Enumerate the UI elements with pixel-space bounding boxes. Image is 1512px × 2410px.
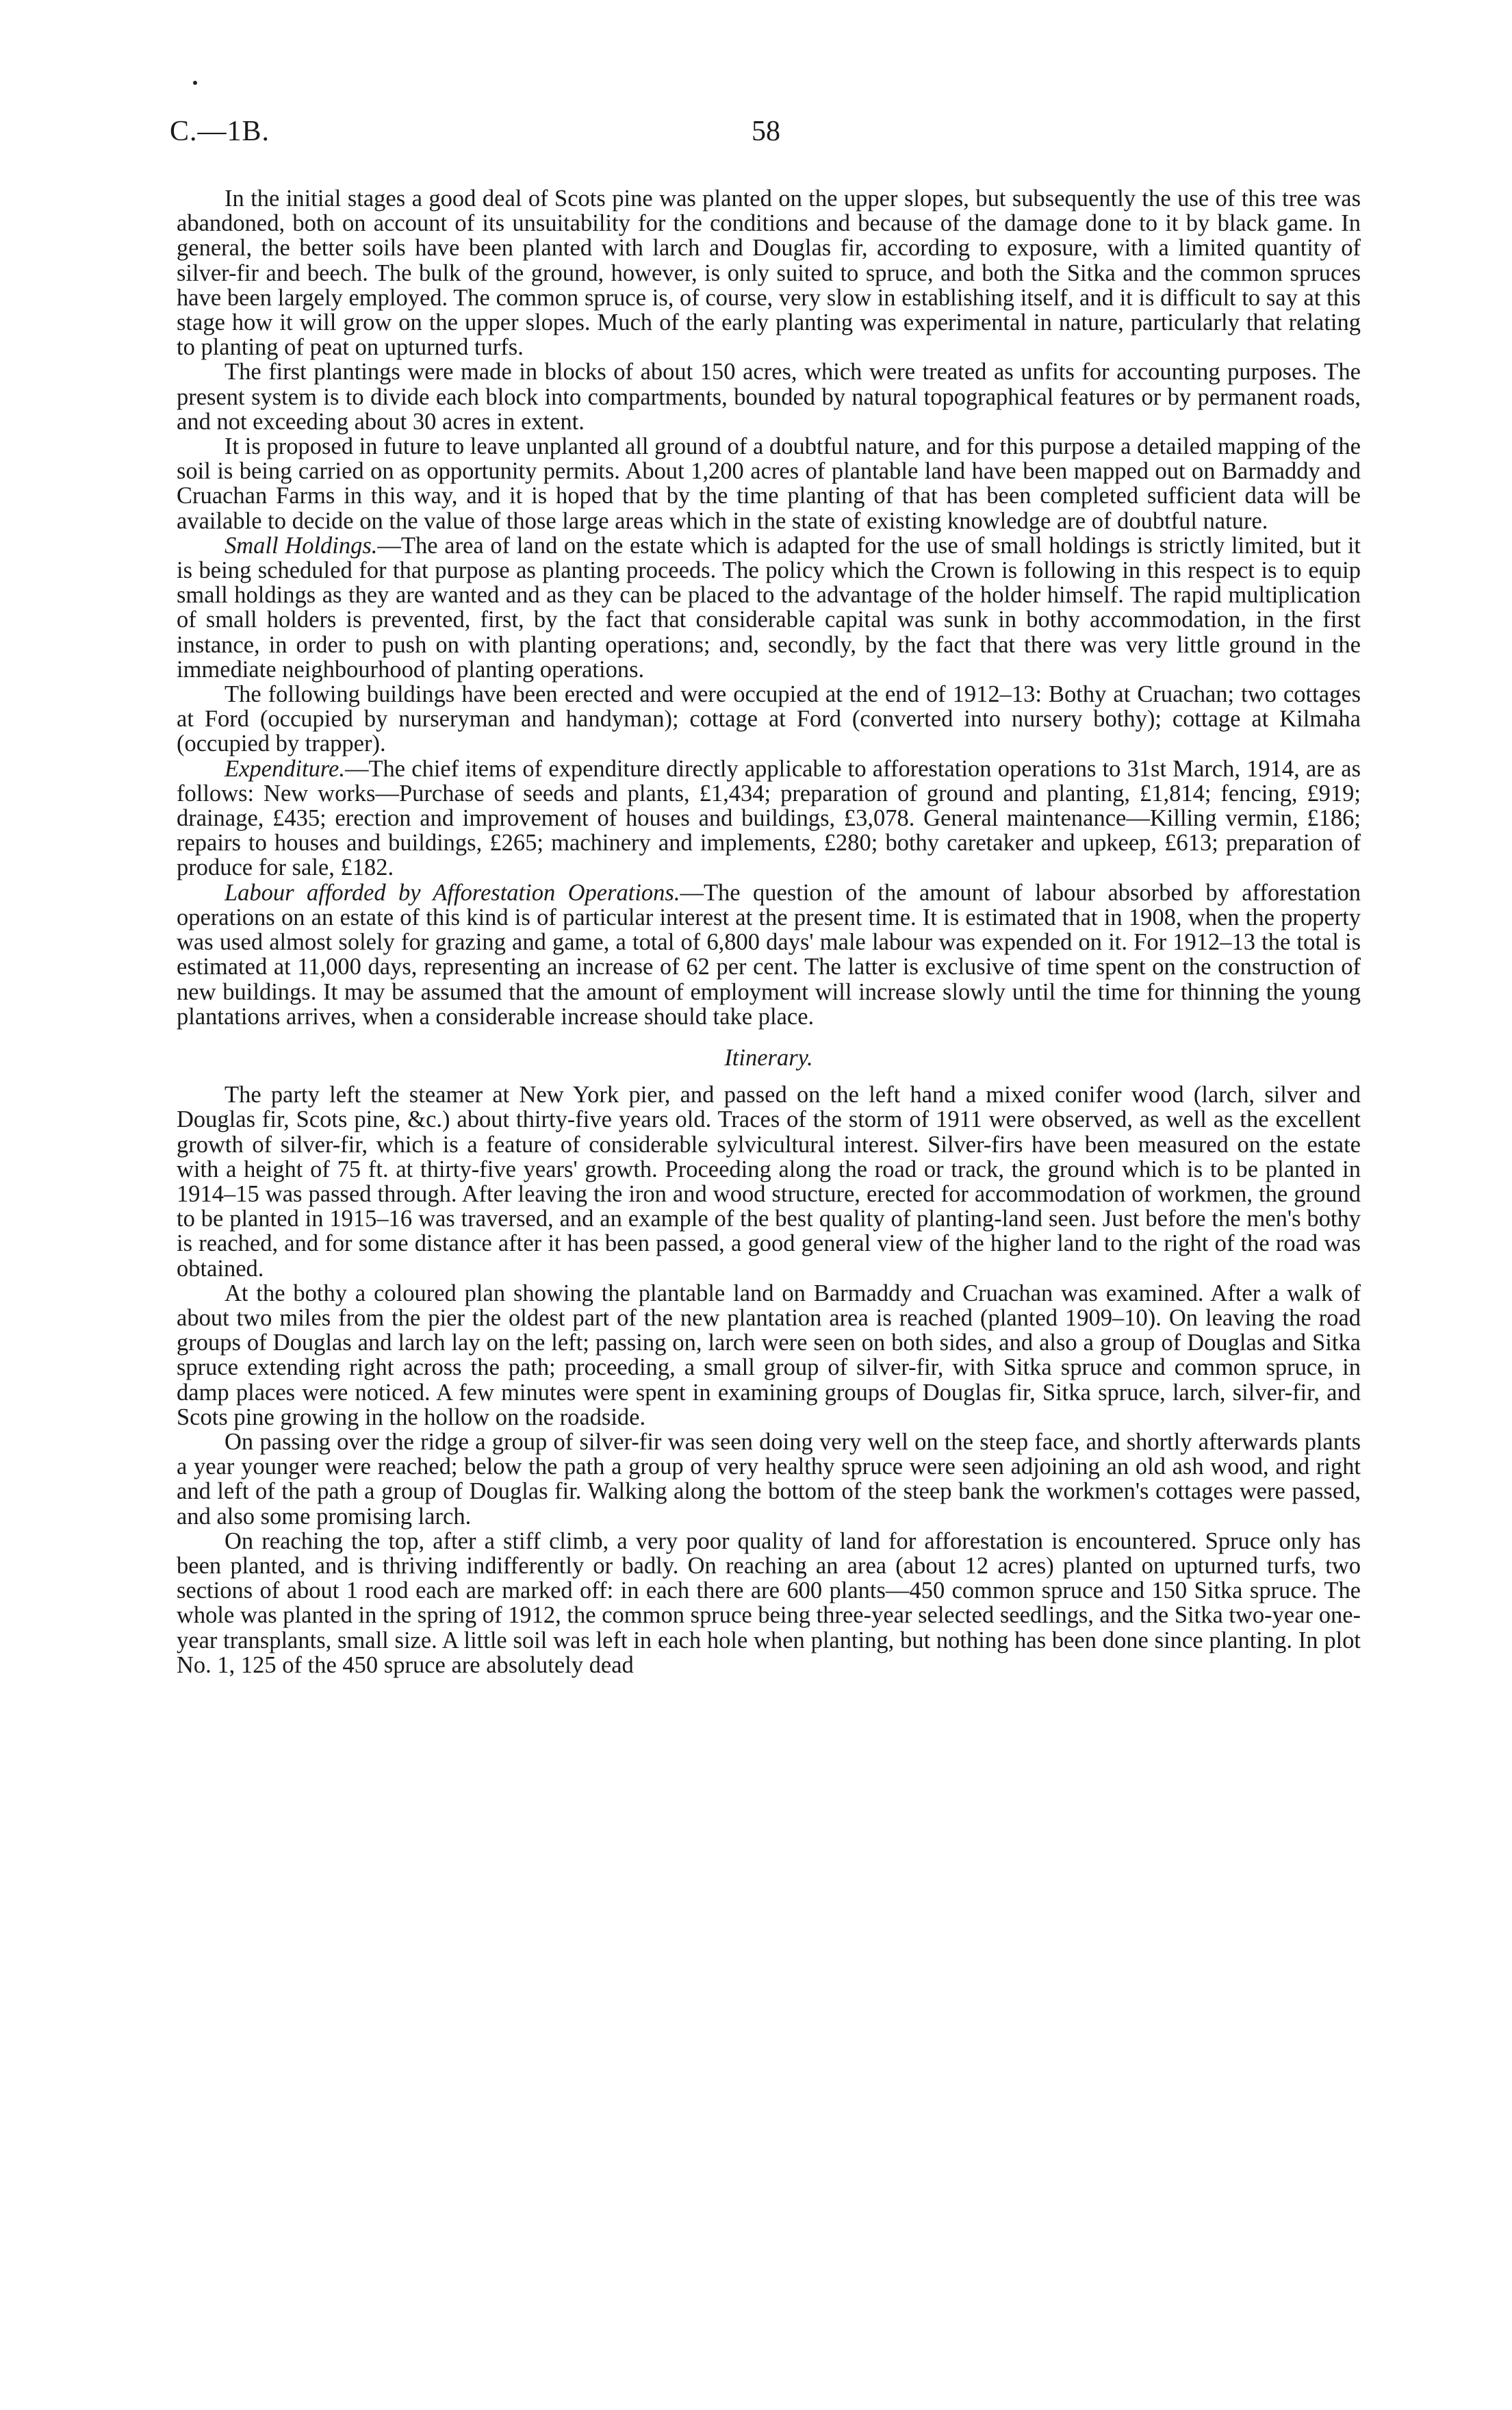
series-code: C.—1B. <box>170 116 270 147</box>
paragraph-text: The first plantings were made in blocks of about 150 acres, which were treated as unfits for accounting purposes. The present system is to divide each block into compartments, bounded by natural topographical features or by permanent roads, and not exceeding about 30 acres in extent. <box>177 359 1361 435</box>
paragraph-text: In the initial stages a good deal of Scots pine was planted on the upper slopes, but subsequently the use of this tree was abandoned, both on account of its unsuitability for the conditions and because of the damage done to it by black game. In general, the better soils have been planted with larch and Douglas fir, according to exposure, with a limited quantity of silver-fir and beech. The bulk of the ground, however, is only suited to spruce, and both the Sitka and the common spruces have been largely employed. The common spruce is, of course, very slow in establishing itself, and it is difficult to say at this stage how it will grow on the upper slopes. Much of the early planting was experimental in nature, particularly that relating to planting of peat on upturned turfs. <box>177 186 1361 361</box>
itinerary-paragraph-2 <box>177 1281 1361 1430</box>
paragraph-text: —The chief items of expenditure directly applicable to afforestation operations to 31st March, 1914, are as follows: New works—Purchase of seeds and plants, £1,434; preparation of ground and planting, £1,814; fencing, £919; drainage, £435; erection and improvement of houses and buildings, £3,078. General maintenance—Killing vermin, £186; repairs to houses and buildings, £265; machinery and implements, £280; bothy caretaker and upkeep, £613; preparation of produce for sale, £182. <box>177 755 1361 881</box>
side-heading-expenditure: Expenditure. <box>225 755 345 782</box>
paragraph-text: At the bothy a coloured plan showing the plantable land on Barmaddy and Cruachan was examined. After a walk of about two miles from the pier the oldest part of the new plantation area is reached (planted 1909–10). On leaving the road groups of Douglas and larch lay on the left; passing on, larch were seen on both sides, and also a group of Douglas and Sitka spruce extending right across the path; proceeding, a small group of silver-fir, with Sitka spruce and common spruce, in damp places were noticed. A few minutes were spent in examining groups of Douglas fir, Sitka spruce, larch, silver-fir, and Scots pine growing in the hollow on the roadside. <box>177 1280 1361 1430</box>
paragraph-2 <box>177 359 1361 434</box>
page-number: 58 <box>752 116 780 147</box>
itinerary-heading: Itinerary. <box>724 1044 813 1071</box>
print-mark <box>193 81 197 85</box>
paragraph-small-holdings <box>177 533 1361 682</box>
body-text <box>177 186 1361 1677</box>
paragraph-1 <box>177 186 1361 359</box>
paragraph-text: —The area of land on the estate which is adapted for the use of small holdings is strictly limited, but it is being scheduled for that purpose as planting proceeds. The policy which the Crown is following in this respect is to equip small holdings as they are wanted and as they can be placed to the advantage of the holder himself. The rapid multiplication of small holders is prevented, first, by the fact that considerable capital was sunk in bothy accommodation, in the first instance, in order to push on with planting operations; and, secondly, by the fact that there was very little ground in the immediate neighbourhood of planting operations. <box>177 532 1361 683</box>
side-heading-small-holdings: Small Holdings. <box>225 532 378 559</box>
side-heading-labour: Labour afforded by Afforestation Operations. <box>225 879 680 906</box>
paragraph-text: The party left the steamer at New York pier, and passed on the left hand a mixed conifer wood (larch, silver and Douglas fir, Scots pine, &c.) about thirty-five years old. Traces of the storm of 1911 were observed, as well as the excellent growth of silver-fir, which is a feature of considerable sylvicultural interest. Silver-firs have been measured on the estate with a height of 75 ft. at thirty-five years' growth. Proceeding along the road or track, the ground which is to be planted in 1914–15 was passed through. After leaving the iron and wood structure, erected for accommodation of workmen, the ground to be planted in 1915–16 was traversed, and an example of the best quality of planting-land seen. Just before the men's bothy is reached, and for some distance after it has been passed, a good general view of the higher land to the right of the road was obtained. <box>177 1082 1361 1282</box>
paragraph-text: It is proposed in future to leave unplanted all ground of a doubtful nature, and for this purpose a detailed mapping of the soil is being carried on as opportunity permits. About 1,200 acres of plantable land have been mapped out on Barmaddy and Cruachan Farms in this way, and it is hoped that by the time planting of that has been completed sufficient data will be available to decide on the value of those large areas which in the state of existing knowledge are of doubtful nature. <box>177 433 1361 534</box>
paragraph-text: On reaching the top, after a stiff climb, a very poor quality of land for afforestation is encountered. Spruce only has been planted, and is thriving indifferently or badly. On reaching an area (about 12 acres) planted on upturned turfs, two sections of about 1 rood each are marked off: in each there are 600 plants—450 common spruce and 150 Sitka spruce. The whole was planted in the spring of 1912, the common spruce being three-year selected seedlings, and the Sitka two-year one-year transplants, small size. A little soil was left in each hole when planting, but nothing has been done since planting. In plot No. 1, 125 of the 450 spruce are absolutely dead <box>177 1527 1361 1678</box>
itinerary-paragraph-3 <box>177 1430 1361 1529</box>
paragraph-buildings <box>177 682 1361 757</box>
itinerary-paragraph-1 <box>177 1082 1361 1281</box>
itinerary-paragraph-4 <box>177 1529 1361 1677</box>
paragraph-labour <box>177 880 1361 1029</box>
paragraph-expenditure <box>177 757 1361 880</box>
paragraph-text: On passing over the ridge a group of silver-fir was seen doing very well on the steep face, and shortly afterwards plants a year younger were reached; below the path a group of very healthy spruce were seen adjoining an old ash wood, and right and left of the path a group of Douglas fir. Walking along the bottom of the steep bank the workmen's cottages were passed, and also some promising larch. <box>177 1428 1361 1530</box>
page-header <box>170 115 1361 163</box>
paragraph-text: —The question of the amount of labour absorbed by afforestation operations on an estate of this kind is of particular interest at the present time. It is estimated that in 1908, when the property was used almost solely for grazing and game, a total of 6,800 days' male labour was expended on it. For 1912–13 the total is estimated at 11,000 days, representing an increase of 62 per cent. The latter is exclusive of time spent on the construction of new buildings. It may be assumed that the amount of employment will increase slowly until the time for thinning the young plantations arrives, when a considerable increase should take place. <box>177 879 1361 1030</box>
paragraph-3 <box>177 434 1361 533</box>
paragraph-text: The following buildings have been erected and were occupied at the end of 1912–13: Bothy at Cruachan; two cottages at Ford (occupied by nurseryman and handyman); cottage at Ford (converted into nursery bothy); cottage at Kilmaha (occupied by trapper). <box>177 681 1361 757</box>
